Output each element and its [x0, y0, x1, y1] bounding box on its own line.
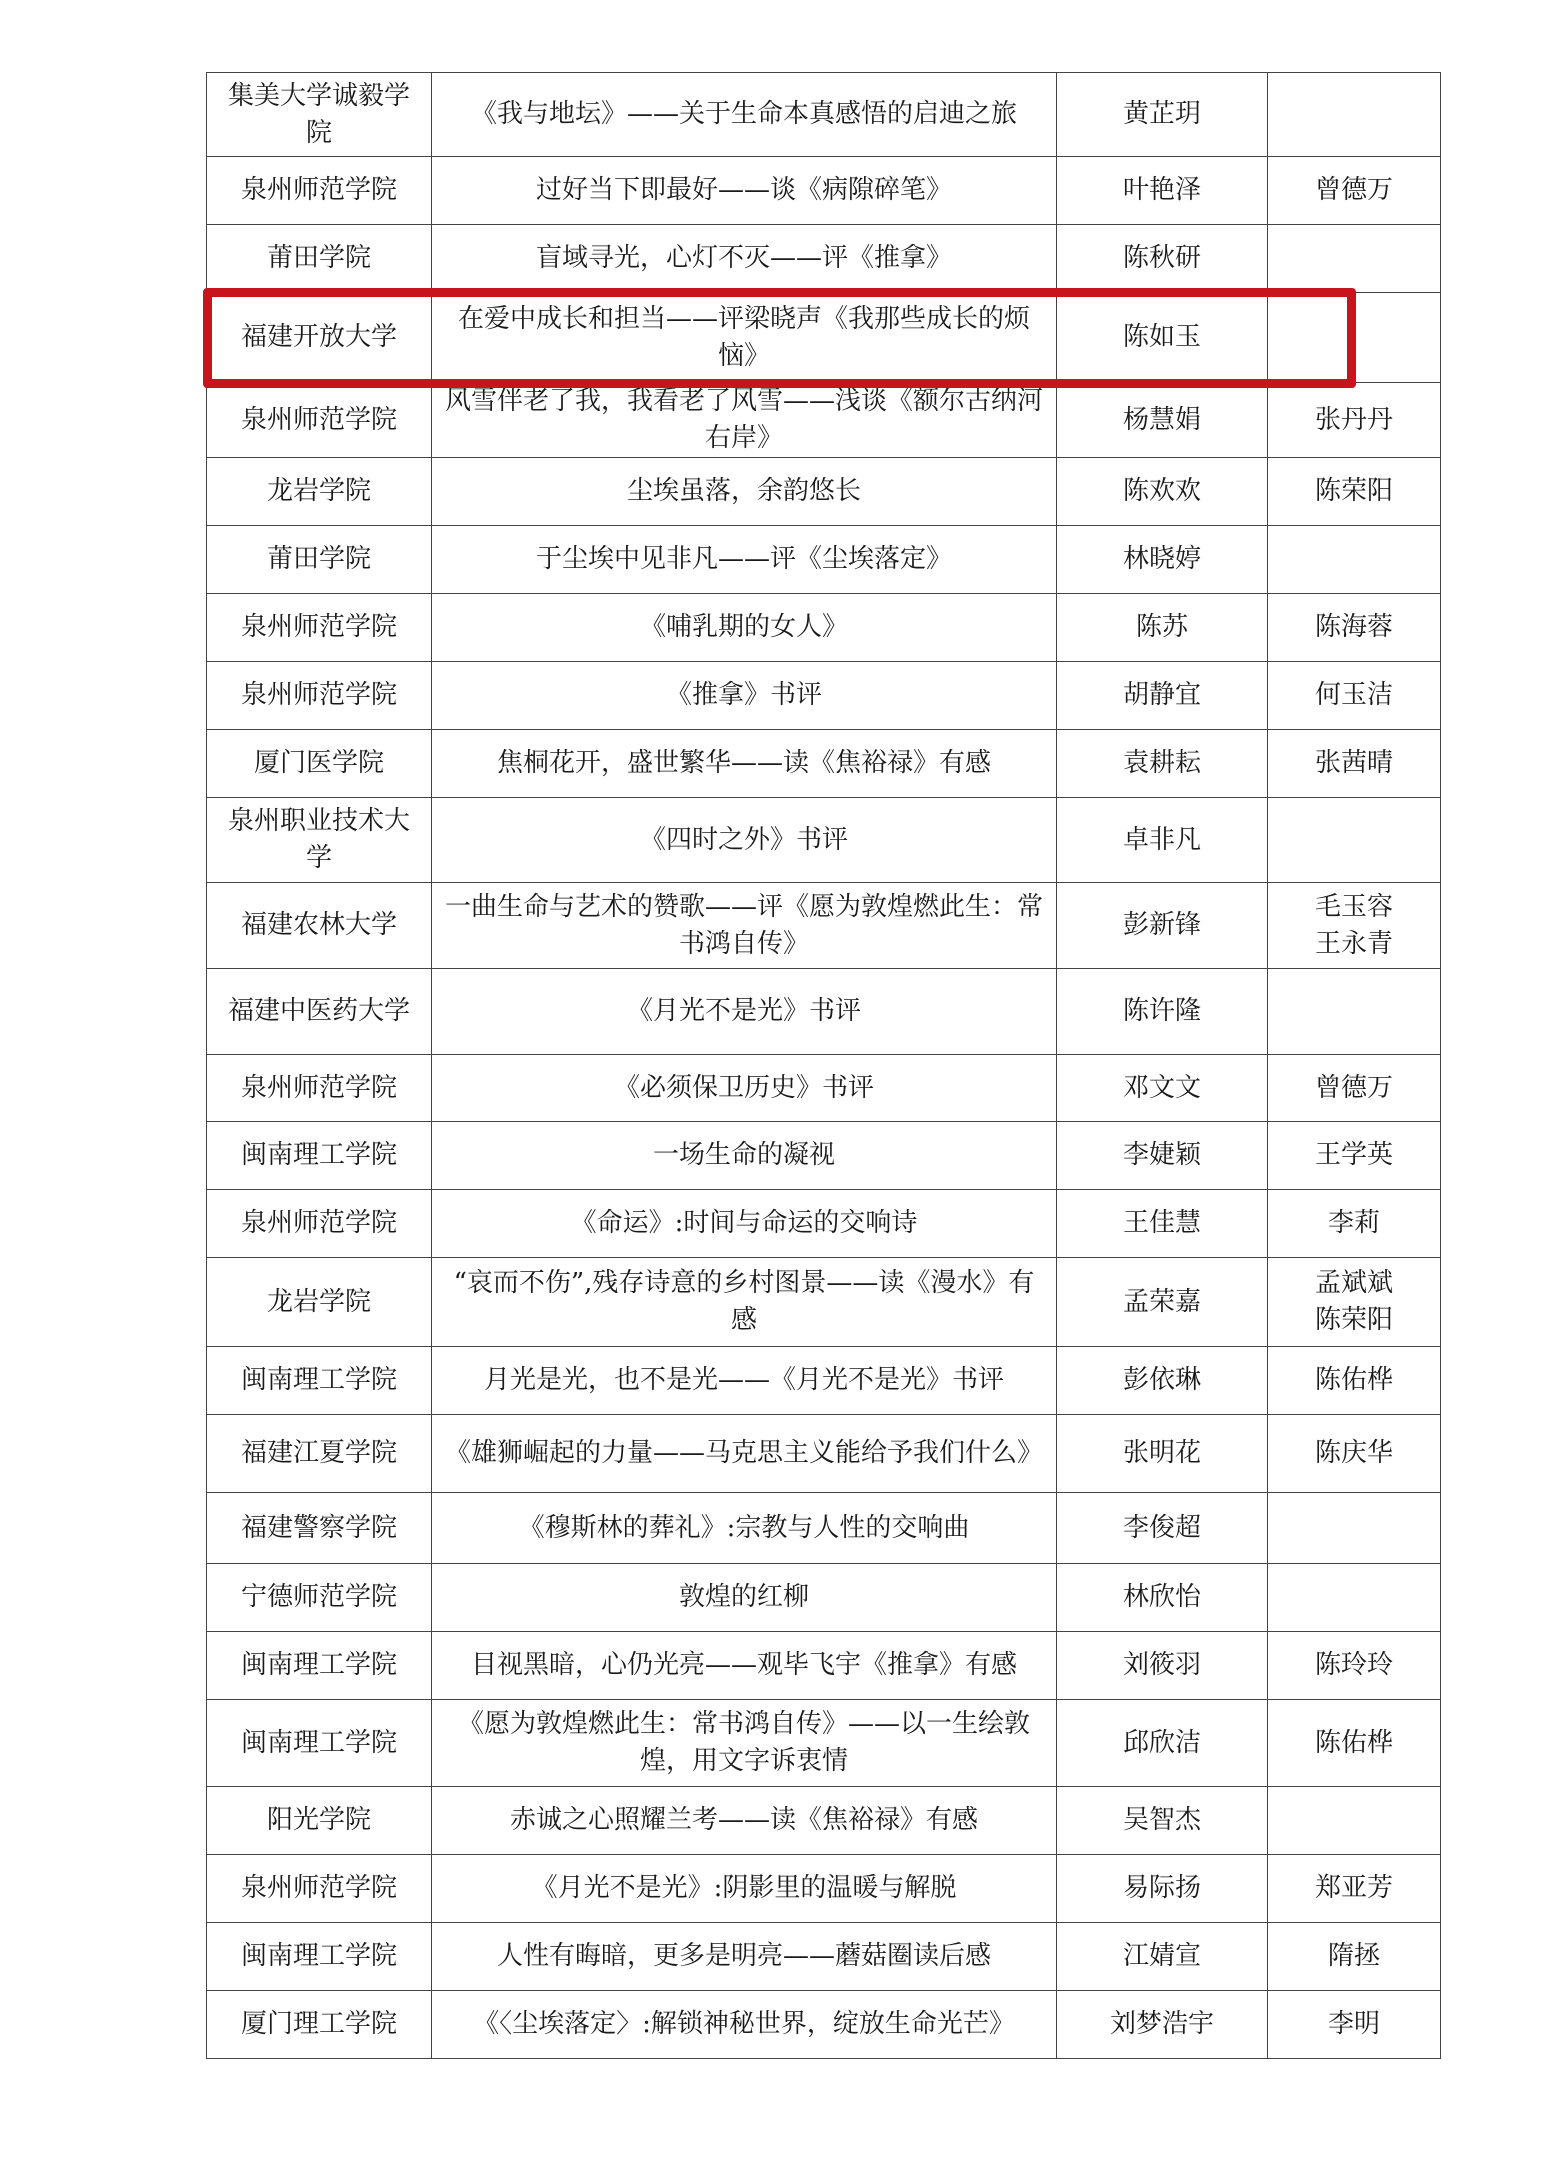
title-cell: 焦桐花开，盛世繁华——读《焦裕禄》有感: [432, 730, 1057, 798]
school-cell: 福建警察学院: [207, 1493, 432, 1564]
title-cell: “哀而不伤”,残存诗意的乡村图景——读《漫水》有感: [432, 1258, 1057, 1347]
tutor-name: 王永青: [1314, 928, 1393, 959]
tutor-cell: [1268, 458, 1441, 526]
title-cell: 《愿为敦煌燃此生：常书鸿自传》——以一生绘敦煌，用文字诉衷情: [432, 1700, 1057, 1787]
tutor-cell: [1268, 1347, 1441, 1415]
tutor-name: 王学英: [1314, 1140, 1393, 1170]
tutor-cell: [1268, 73, 1441, 157]
title-cell: 于尘埃中见非凡——评《尘埃落定》: [432, 526, 1057, 594]
school-cell: 龙岩学院: [207, 458, 432, 526]
table-row: [207, 458, 1441, 526]
table-row: [207, 1991, 1441, 2059]
tutor-cell: [1268, 798, 1441, 883]
tutor-name: 陈佑桦: [1314, 1727, 1393, 1758]
author-cell: 林晓婷: [1057, 526, 1268, 594]
tutor-cell: [1268, 1055, 1441, 1122]
school-cell: 莆田学院: [207, 526, 432, 594]
school-cell: 集美大学诚毅学院: [207, 73, 432, 157]
title-cell: 《月光不是光》书评: [432, 969, 1057, 1055]
tutor-cell: [1268, 293, 1441, 383]
award-table-body: [207, 73, 1441, 2059]
tutor-name: 陈玲玲: [1314, 1650, 1393, 1680]
school-cell: 泉州师范学院: [207, 1855, 432, 1923]
tutor-cell: [1268, 1122, 1441, 1190]
table-row: [207, 1632, 1441, 1700]
author-cell: 叶艳泽: [1057, 157, 1268, 225]
title-cell: 一场生命的凝视: [432, 1122, 1057, 1190]
tutor-name: 陈荣阳: [1314, 476, 1393, 506]
tutor-cell: [1268, 1787, 1441, 1855]
author-cell: 林欣怡: [1057, 1564, 1268, 1632]
tutor-name: 陈庆华: [1314, 1438, 1393, 1468]
table-row: [207, 594, 1441, 662]
tutor-cell: [1268, 1564, 1441, 1632]
school-cell: 闽南理工学院: [207, 1347, 432, 1415]
tutor-name: 陈荣阳: [1314, 1305, 1393, 1335]
table-row: [207, 1564, 1441, 1632]
tutor-name: 毛玉容: [1314, 891, 1393, 922]
title-cell: 一曲生命与艺术的赞歌——评《愿为敦煌燃此生：常书鸿自传》: [432, 883, 1057, 969]
title-cell: 月光是光，也不是光——《月光不是光》书评: [432, 1347, 1057, 1415]
school-cell: 闽南理工学院: [207, 1923, 432, 1991]
tutor-cell: [1268, 730, 1441, 798]
tutor-name: 李莉: [1327, 1208, 1380, 1238]
tutor-cell: [1268, 1190, 1441, 1258]
author-cell: 彭依琳: [1057, 1347, 1268, 1415]
table-row: [207, 1258, 1441, 1347]
author-cell: 彭新锋: [1057, 883, 1268, 969]
title-cell: 过好当下即最好——谈《病隙碎笔》: [432, 157, 1057, 225]
author-cell: 邱欣洁: [1057, 1700, 1268, 1787]
tutor-cell: [1268, 1700, 1441, 1787]
tutor-name: 何玉洁: [1314, 680, 1393, 710]
tutor-cell: [1268, 526, 1441, 594]
table-row: [207, 1055, 1441, 1122]
table-row: [207, 798, 1441, 883]
title-cell: 《月光不是光》:阴影里的温暖与解脱: [432, 1855, 1057, 1923]
table-row: [207, 1190, 1441, 1258]
tutor-name: 陈佑桦: [1314, 1365, 1393, 1395]
author-cell: 李俊超: [1057, 1493, 1268, 1564]
school-cell: 厦门医学院: [207, 730, 432, 798]
table-row: [207, 73, 1441, 157]
school-cell: 泉州师范学院: [207, 1055, 432, 1122]
school-cell: 泉州职业技术大学: [207, 798, 432, 883]
table-row: [207, 1122, 1441, 1190]
title-cell: 《推拿》书评: [432, 662, 1057, 730]
tutor-cell: [1268, 969, 1441, 1055]
tutor-cell: [1268, 883, 1441, 969]
tutor-name: 张茜晴: [1314, 748, 1393, 778]
school-cell: 泉州师范学院: [207, 1190, 432, 1258]
table-row: [207, 1855, 1441, 1923]
tutor-cell: [1268, 1855, 1441, 1923]
title-cell: 《命运》:时间与命运的交响诗: [432, 1190, 1057, 1258]
tutor-cell: [1268, 1415, 1441, 1493]
title-cell: 赤诚之心照耀兰考——读《焦裕禄》有感: [432, 1787, 1057, 1855]
tutor-cell: [1268, 1493, 1441, 1564]
title-cell: 人性有晦暗，更多是明亮——蘑菇圈读后感: [432, 1923, 1057, 1991]
tutor-name: 李明: [1327, 2009, 1380, 2039]
author-cell: 陈许隆: [1057, 969, 1268, 1055]
author-cell: 陈如玉: [1057, 293, 1268, 383]
table-row: [207, 1415, 1441, 1493]
school-cell: 闽南理工学院: [207, 1122, 432, 1190]
author-cell: 杨慧娟: [1057, 383, 1268, 458]
award-table: [206, 72, 1441, 2059]
title-cell: 目视黑暗，心仍光亮——观毕飞宇《推拿》有感: [432, 1632, 1057, 1700]
author-cell: 王佳慧: [1057, 1190, 1268, 1258]
title-cell: 《哺乳期的女人》: [432, 594, 1057, 662]
title-cell: 《我与地坛》——关于生命本真感悟的启迪之旅: [432, 73, 1057, 157]
tutor-cell: [1268, 662, 1441, 730]
title-cell: 尘埃虽落，余韵悠长: [432, 458, 1057, 526]
school-cell: 泉州师范学院: [207, 662, 432, 730]
table-row: [207, 225, 1441, 293]
table-row: [207, 1493, 1441, 1564]
author-cell: 黄芷玥: [1057, 73, 1268, 157]
table-row: [207, 1923, 1441, 1991]
author-cell: 吴智杰: [1057, 1787, 1268, 1855]
title-cell: 《四时之外》书评: [432, 798, 1057, 883]
table-row-highlighted: [207, 293, 1441, 383]
tutor-name: 陈海蓉: [1314, 612, 1393, 642]
title-cell: 《穆斯林的葬礼》:宗教与人性的交响曲: [432, 1493, 1057, 1564]
author-cell: 孟荣嘉: [1057, 1258, 1268, 1347]
author-cell: 刘筱羽: [1057, 1632, 1268, 1700]
tutor-cell: [1268, 1258, 1441, 1347]
table-row: [207, 1700, 1441, 1787]
school-cell: 厦门理工学院: [207, 1991, 432, 2059]
table-row: [207, 969, 1441, 1055]
author-cell: 刘梦浩宇: [1057, 1991, 1268, 2059]
title-cell: 风雪伴老了我，我看老了风雪——浅谈《额尔古纳河右岸》: [432, 383, 1057, 458]
title-cell: 《〈尘埃落定〉:解锁神秘世界，绽放生命光芒》: [432, 1991, 1057, 2059]
document-page: [206, 72, 1393, 2059]
author-cell: 邓文文: [1057, 1055, 1268, 1122]
school-cell: 龙岩学院: [207, 1258, 432, 1347]
author-cell: 江婧宣: [1057, 1923, 1268, 1991]
tutor-cell: [1268, 157, 1441, 225]
author-cell: 卓非凡: [1057, 798, 1268, 883]
author-cell: 陈欢欢: [1057, 458, 1268, 526]
school-cell: 莆田学院: [207, 225, 432, 293]
table-row: [207, 157, 1441, 225]
author-cell: 陈苏: [1057, 594, 1268, 662]
school-cell: 宁德师范学院: [207, 1564, 432, 1632]
author-cell: 李婕颖: [1057, 1122, 1268, 1190]
school-cell: 福建江夏学院: [207, 1415, 432, 1493]
author-cell: 袁耕耘: [1057, 730, 1268, 798]
author-cell: 易际扬: [1057, 1855, 1268, 1923]
tutor-name: 孟斌斌: [1314, 1268, 1393, 1298]
table-row: [207, 662, 1441, 730]
title-cell: 《雄狮崛起的力量——马克思主义能给予我们什么》: [432, 1415, 1057, 1493]
table-row: [207, 383, 1441, 458]
tutor-cell: [1268, 1632, 1441, 1700]
title-cell: 在爱中成长和担当——评梁晓声《我那些成长的烦恼》: [432, 293, 1057, 383]
school-cell: 福建开放大学: [207, 293, 432, 383]
tutor-name: 曾德万: [1314, 1072, 1393, 1103]
school-cell: 泉州师范学院: [207, 157, 432, 225]
school-cell: 福建中医药大学: [207, 969, 432, 1055]
tutor-name: 郑亚芳: [1314, 1873, 1393, 1903]
table-row: [207, 730, 1441, 798]
title-cell: 盲域寻光，心灯不灭——评《推拿》: [432, 225, 1057, 293]
tutor-name: 曾德万: [1314, 175, 1393, 205]
school-cell: 泉州师范学院: [207, 594, 432, 662]
table-row: [207, 1787, 1441, 1855]
tutor-cell: [1268, 225, 1441, 293]
tutor-cell: [1268, 1923, 1441, 1991]
tutor-cell: [1268, 383, 1441, 458]
author-cell: 胡静宜: [1057, 662, 1268, 730]
title-cell: 敦煌的红柳: [432, 1564, 1057, 1632]
tutor-name: 隋拯: [1327, 1941, 1380, 1971]
school-cell: 闽南理工学院: [207, 1700, 432, 1787]
tutor-name: 张丹丹: [1314, 404, 1393, 435]
author-cell: 张明花: [1057, 1415, 1268, 1493]
table-row: [207, 883, 1441, 969]
table-row: [207, 1347, 1441, 1415]
school-cell: 泉州师范学院: [207, 383, 432, 458]
school-cell: 阳光学院: [207, 1787, 432, 1855]
school-cell: 福建农林大学: [207, 883, 432, 969]
school-cell: 闽南理工学院: [207, 1632, 432, 1700]
tutor-cell: [1268, 594, 1441, 662]
title-cell: 《必须保卫历史》书评: [432, 1055, 1057, 1122]
table-row: [207, 526, 1441, 594]
author-cell: 陈秋研: [1057, 225, 1268, 293]
tutor-cell: [1268, 1991, 1441, 2059]
